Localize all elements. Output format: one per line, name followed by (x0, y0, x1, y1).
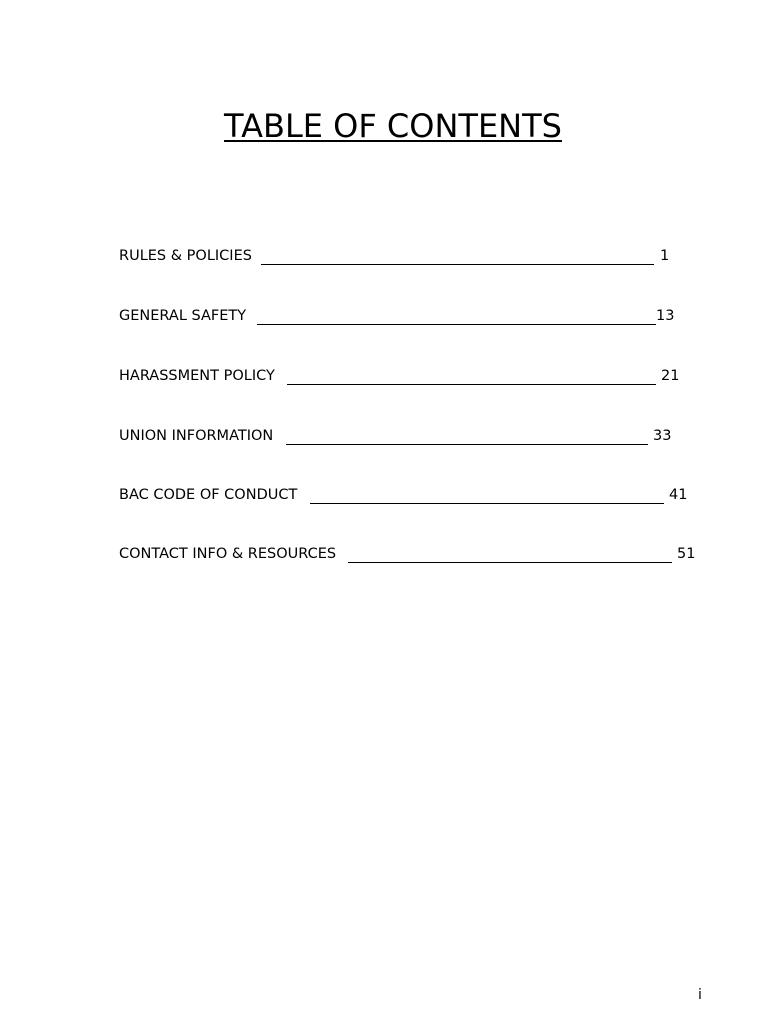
toc-entry-page-number: 51 (677, 546, 696, 562)
toc-entry-page-number: 33 (653, 428, 672, 444)
toc-entry-label: RULES & POLICIES (119, 248, 252, 264)
toc-entry-label: GENERAL SAFETY (119, 308, 247, 324)
toc-entry-page-number: 41 (669, 487, 688, 503)
toc-leader-line (287, 384, 656, 385)
toc-leader-line (310, 503, 664, 504)
toc-leader-line (348, 562, 672, 563)
toc-entry-label: HARASSMENT POLICY (119, 368, 275, 384)
toc-entry-label: BAC CODE OF CONDUCT (119, 487, 298, 503)
footer-page-number: i (698, 987, 702, 1003)
toc-leader-line (286, 444, 648, 445)
toc-entry-page-number: 1 (660, 248, 670, 264)
toc-entry-page-number: 21 (661, 368, 680, 384)
toc-leader-line (257, 324, 656, 325)
toc-entry-label: CONTACT INFO & RESOURCES (119, 546, 337, 562)
toc-entry-page-number: 13 (656, 308, 675, 324)
toc-entry-label: UNION INFORMATION (119, 428, 274, 444)
page-title: TABLE OF CONTENTS (224, 107, 562, 145)
toc-leader-line (261, 264, 654, 265)
